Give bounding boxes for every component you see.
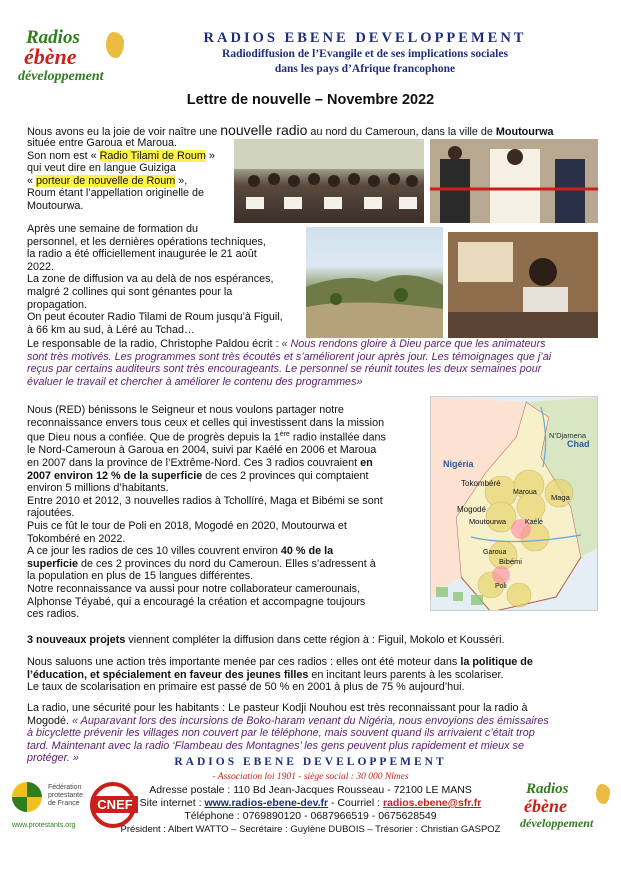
africa-icon bbox=[106, 32, 124, 58]
history-line: ces radios. bbox=[27, 608, 80, 621]
history-line bbox=[27, 457, 427, 470]
photo-landscape-illustration bbox=[306, 227, 443, 338]
intro-text: Nous avons eu la joie de voir naître une bbox=[27, 126, 221, 138]
footer-phone: Téléphone : 0769890120 - 0687966519 - 0675628549 bbox=[184, 810, 437, 822]
para2-line: personnel, et les dernières opérations techniques, bbox=[27, 235, 266, 248]
history-bold: en bbox=[360, 456, 373, 469]
new-projects-bold: 3 nouveaux projets bbox=[27, 634, 126, 646]
section-education bbox=[27, 656, 607, 694]
quote-text: « Nous rendons gloire à Dieu parce que les animateurs bbox=[281, 338, 546, 350]
intro-text-2: au nord du Cameroun, dans la ville de bbox=[307, 126, 496, 138]
mail-label: - Courriel : bbox=[328, 797, 383, 809]
para2-line: à 66 km au sud, à Léré au Tchad… bbox=[27, 323, 195, 336]
map-label: Bibémi bbox=[499, 557, 522, 566]
footer-board: Président : Albert WATTO – Secrétaire : Guylène DUBOIS – Trésorier : Christian GASPOZ bbox=[120, 824, 501, 835]
website-link[interactable]: www.radios-ebene-dev.fr bbox=[204, 797, 329, 809]
map-label: Poli bbox=[495, 583, 507, 590]
security-quote: tard. Maintenant avec la radio ‘Flambeau des Montagnes’ les gens peuvent plus rapidement et mieux se bbox=[27, 739, 524, 752]
intro-meaning: qui veut dire en langue Guiziga bbox=[27, 162, 176, 175]
header-subtitle bbox=[130, 47, 600, 77]
quote-lead: Le responsable de la radio, Christophe Paldou écrit : bbox=[27, 338, 282, 350]
logo-bottom bbox=[520, 782, 615, 834]
security-line bbox=[27, 715, 607, 728]
history-line bbox=[27, 470, 427, 483]
history-sup: ère bbox=[279, 431, 290, 439]
intro-origin-2: Moutourwa. bbox=[27, 199, 84, 212]
footer-assoc: - Association loi 1901 - siège social : 30 000 Nîmes bbox=[212, 772, 409, 782]
education-bold: la politique de bbox=[460, 656, 533, 668]
map-label: Maga bbox=[551, 493, 570, 502]
logo-line-3: développement bbox=[520, 816, 594, 830]
map-label: Chad bbox=[567, 439, 590, 449]
intro-location: située entre Garoua et Maroua. bbox=[27, 137, 178, 149]
para2-line: malgré 2 collines qui sont génantes pour la bbox=[27, 285, 233, 298]
intro-city: Moutourwa bbox=[495, 126, 554, 138]
para2-line: 2022. bbox=[27, 260, 55, 273]
map-label: Mogodé bbox=[457, 505, 486, 514]
quote-line bbox=[27, 338, 607, 351]
logo-line-2: ébène bbox=[24, 44, 77, 69]
map-label: Garoua bbox=[483, 549, 507, 556]
intro-origin: Roum étant l’appellation originelle de bbox=[27, 187, 205, 200]
meaning-line bbox=[27, 175, 242, 188]
quote-text: évaluer le travail et chercher à améliorer le contenu des programmes» bbox=[27, 375, 363, 388]
africa-icon bbox=[596, 784, 610, 804]
footer-address: Adresse postale : 110 Bd Jean-Jacques Rousseau - 72100 LE MANS bbox=[149, 784, 472, 796]
history-text: que Dieu nous a confiée. Que de progrès depuis la 1 bbox=[27, 431, 280, 444]
security-line: La radio, une sécurité pour les habitants : Le pasteur Kodji Nouhou est très reconnaissant pour la radio à bbox=[27, 702, 528, 714]
education-text: Nous saluons une action très importante menée par ces radios : elles ont été moteur dans bbox=[27, 656, 461, 668]
security-quote: protéger. » bbox=[27, 752, 79, 765]
fed-logo-icon bbox=[12, 782, 42, 812]
map-label: Nigéria bbox=[443, 459, 474, 469]
meaning-highlight: porteur de nouvelle de Roum bbox=[36, 174, 176, 187]
photo-training-group bbox=[234, 139, 424, 223]
intro-new-radio: nouvelle radio bbox=[220, 122, 308, 138]
logo-line-2: ébène bbox=[524, 796, 567, 816]
new-projects-line bbox=[27, 634, 607, 647]
para2-line: Après une semaine de formation du bbox=[27, 223, 199, 235]
history-line bbox=[27, 545, 427, 558]
history-text: de ces 2 provinces qui comptaient bbox=[202, 469, 369, 482]
map-label: N’Djamena bbox=[549, 431, 587, 440]
map-illustration bbox=[431, 397, 598, 611]
email-link[interactable]: radios.ebene@sfr.fr bbox=[382, 797, 482, 809]
logo-line-1: Radios bbox=[526, 781, 569, 797]
header-subtitle-line-1: Radiodiffusion de l’Evangile et de ses implications sociales bbox=[222, 48, 508, 60]
meaning-post: », bbox=[175, 174, 188, 187]
intro-block bbox=[27, 137, 242, 213]
security-quote: « Auparavant lors des incursions de Boko-haram venant du Nigéria, nous envoyions des émissaires bbox=[72, 714, 549, 727]
new-projects-text: viennent compléter la diffusion dans cette région à : Figuil, Mokolo et Kousséri. bbox=[125, 634, 505, 646]
logo-line-3: développement bbox=[18, 69, 104, 84]
map-label: Tokombéré bbox=[461, 479, 501, 488]
history-line: Notre reconnaissance va aussi pour notre collaborateur camerounais, bbox=[27, 582, 361, 595]
cnef-text: CNEF bbox=[92, 796, 138, 813]
letter-title: Lettre de nouvelle – Novembre 2022 bbox=[186, 92, 435, 108]
education-line: Le taux de scolarisation en primaire est passé de 50 % en 2001 à plus de 75 % aujourd’hui. bbox=[27, 681, 465, 694]
site-label: Site internet : bbox=[139, 797, 205, 809]
cnef-logo bbox=[90, 782, 136, 828]
fed-protestante-logo bbox=[12, 778, 92, 834]
security-text: Mogodé. bbox=[27, 714, 73, 727]
photo-inauguration-ribbon bbox=[430, 139, 598, 223]
history-text: en 2007 dans la province de l’Extrême-Nord. Ces 3 radios couvraient bbox=[27, 456, 361, 469]
paragraph-broadcast bbox=[27, 223, 307, 336]
map-label: Moutourwa bbox=[469, 517, 507, 526]
history-bold: 2007 environ 12 % de la superficie bbox=[27, 469, 203, 482]
fed-url: www.protestants.org bbox=[12, 822, 76, 829]
quote-responsible bbox=[27, 338, 607, 388]
history-line: environ 5 millions d’habitants. bbox=[27, 482, 169, 495]
education-line bbox=[27, 656, 607, 669]
radio-name-pre: Son nom est « bbox=[27, 149, 100, 162]
history-text: A ce jour les radios de ces 10 villes couvrent environ bbox=[27, 545, 281, 558]
photo-studio bbox=[448, 232, 598, 338]
history-text: de ces 2 provinces du nord du Cameroun. Elles s’adressent à bbox=[78, 557, 376, 570]
history-line: la population en plus de 15 langues différentes. bbox=[27, 570, 254, 583]
meaning-pre: « bbox=[27, 174, 37, 187]
photo-ribbon-illustration bbox=[430, 139, 598, 223]
header-title: RADIOS EBENE DEVELOPPEMENT bbox=[203, 30, 527, 46]
history-line: Entre 2010 et 2012, 3 nouvelles radios à Tchollíré, Maga et Bibémi se sont bbox=[27, 494, 383, 507]
history-bold: superficie bbox=[27, 557, 79, 570]
security-quote: à bicyclette prévenir les villages non couvert par le téléphone, mais souvent quand ils arrivaient c’était trop bbox=[27, 727, 535, 740]
photo-landscape bbox=[306, 227, 443, 338]
history-line: Nous (RED) bénissons le Seigneur et nous voulons partager notre bbox=[27, 404, 344, 416]
map-north-cameroon bbox=[430, 396, 598, 611]
fed-text: protestante bbox=[48, 792, 84, 799]
map-label: Maroua bbox=[513, 489, 537, 496]
history-line: Tokombéré en 2022. bbox=[27, 532, 126, 545]
history-line: le Nord-Cameroun à Garoua en 2004, suivi par Kaélé en 2006 et Maroua bbox=[27, 444, 377, 457]
para2-line: On peut écouter Radio Tilami de Roum jusqu’à Figuil, bbox=[27, 311, 283, 324]
header-subtitle-line-2: dans les pays d’Afrique francophone bbox=[274, 63, 456, 75]
history-line bbox=[27, 429, 427, 444]
para2-line: la radio a été officiellement inaugurée le 21 août bbox=[27, 248, 257, 261]
section-history bbox=[27, 404, 427, 621]
education-bold: l’éducation, et spécialement en faveur des jeunes filles bbox=[27, 668, 309, 681]
history-line: Puis ce fût le tour de Poli en 2018, Mogodé en 2020, Moutourwa et bbox=[27, 519, 347, 532]
fed-text: Fédération bbox=[48, 784, 82, 791]
history-line: Alphonse Téyabé, qui a encouragé la création et accompagne toujours bbox=[27, 595, 366, 608]
para2-line: La zone de diffusion va au delà de nos espérances, bbox=[27, 273, 274, 286]
fed-text: de France bbox=[48, 800, 80, 807]
quote-text: reçus par certains auditeurs sont très encourageants. Le personnel se réunit toutes les deux semaines pour bbox=[27, 363, 542, 376]
photo-people-illustration bbox=[234, 139, 424, 223]
education-line bbox=[27, 669, 607, 682]
quote-text: sont très motivés. Les programmes sont très écoutés et s’améliorent jour après jour. Les témoignages que j’ai bbox=[27, 350, 552, 363]
map-label: Kaélé bbox=[525, 519, 543, 526]
radio-name-post: » bbox=[205, 149, 215, 162]
logo-line-1: Radios bbox=[26, 27, 80, 48]
radio-name-highlight: Radio Tilami de Roum bbox=[99, 149, 206, 162]
photo-studio-illustration bbox=[448, 232, 598, 338]
para2-line: propagation. bbox=[27, 298, 88, 311]
education-text: en incitant leurs parents à les scolariser. bbox=[308, 668, 504, 681]
history-line: reconnaissance envers tous ceux et celles qui investissent dans la mission bbox=[27, 416, 385, 429]
history-line bbox=[27, 558, 427, 571]
history-line: rajoutées. bbox=[27, 507, 75, 520]
history-bold: 40 % de la bbox=[280, 545, 334, 558]
fed-logo-text bbox=[48, 784, 83, 808]
logo-top bbox=[18, 28, 128, 90]
radio-name-line bbox=[27, 150, 242, 163]
footer-org-name: RADIOS EBENE DEVELOPPEMENT bbox=[174, 756, 447, 768]
history-text: radio installée dans bbox=[289, 431, 386, 444]
